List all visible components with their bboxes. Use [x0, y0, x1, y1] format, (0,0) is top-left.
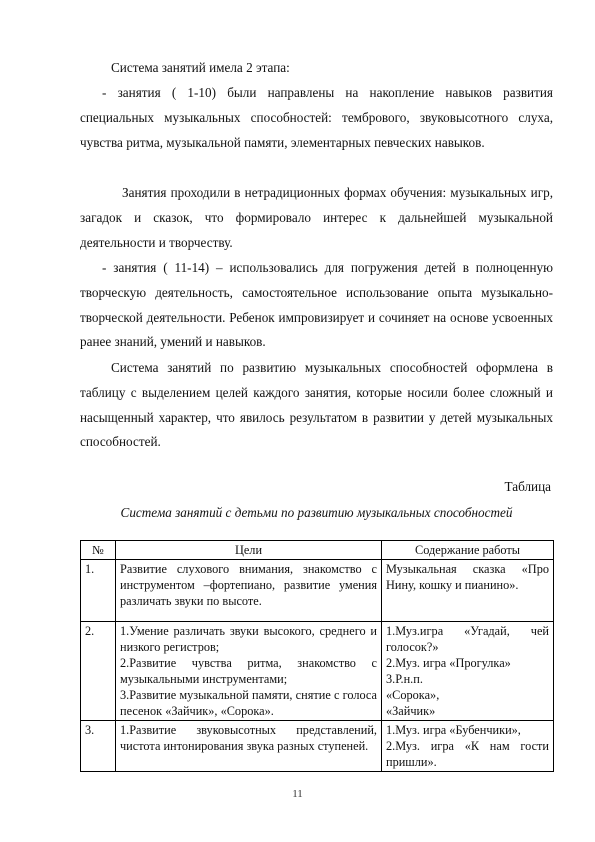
row-number: 1. [81, 560, 116, 622]
content-text: «Зайчик» [386, 704, 436, 718]
stage-two-paragraph: - занятия ( 11-14) – использовались для погружения детей в полноценную творческую деятельность, самостоятельное использование опыта музыкально-творческой деятельности. Ребенок импровизирует и сочиняет на основе усвоенных ранее знаний, умений и навыков. [80, 260, 553, 350]
forms-paragraph: Занятия проходили в нетрадиционных формах обучения: музыкальных игр, загадок и сказок, что формировало интерес к дальнейшей музыкальной деятельности и творчеству. [80, 185, 553, 250]
content-text: Музыкальная сказка «Про Нину, кошку и пианино». [386, 562, 549, 592]
row-goals [116, 622, 382, 721]
row-content [382, 721, 554, 772]
table-header-row [81, 541, 554, 560]
summary-paragraph: Система занятий по развитию музыкальных способностей оформлена в таблицу с выделением целей каждого занятия, которые носили более сложный и насыщенный характер, что явилось результатом в развитии у детей музыкальных способностей. [80, 360, 553, 450]
goal-text: 1.Умение различать звуки высокого, среднего и низкого регистров; [120, 624, 377, 654]
row-goals [116, 721, 382, 772]
row-number: 2. [81, 622, 116, 721]
table-row [81, 721, 554, 772]
table-caption: Система занятий с детьми по развитию музыкальных способностей [120, 505, 513, 520]
content-text: 2.Муз. игра «К нам гости пришли». [386, 739, 549, 769]
header-number: № [81, 541, 116, 560]
row-content [382, 622, 554, 721]
table-row [81, 622, 554, 721]
table-label: Таблица [504, 479, 551, 494]
goal-text: 1.Развитие звуковысотных представлений, чистота интонирования звука разных ступеней. [120, 723, 377, 753]
header-goals: Цели [116, 541, 382, 560]
goal-text: Развитие слухового внимания, знакомство с инструментом –фортепиано, развитие умения различать звуки по высоте. [120, 562, 377, 608]
goal-text: 2.Развитие чувства ритма, знакомство с музыкальными инструментами; [120, 656, 377, 686]
row-number: 3. [81, 721, 116, 772]
content-text: 1.Муз.игра «Угадай, чей голосок?» [386, 624, 549, 654]
content-text: 2.Муз. игра «Прогулка» [386, 656, 511, 670]
intro-paragraph: Система занятий имела 2 этапа: [111, 60, 290, 75]
content-text: 1.Муз. игра «Бубенчики», [386, 723, 521, 737]
row-goals [116, 560, 382, 622]
header-content: Содержание работы [382, 541, 554, 560]
content-text: 3.Р.н.п. [386, 672, 423, 686]
page-number: 11 [292, 788, 303, 800]
goal-text: 3.Развитие музыкальной памяти, снятие с голоса песенок «Зайчик», «Сорока». [120, 688, 377, 718]
stage-one-paragraph: - занятия ( 1-10) были направлены на накопление навыков развития специальных музыкальных способностей: тембрового, звуковысотного слуха, чувства ритма, музыкальной памяти, элементарных певческих навыков. [80, 85, 553, 150]
lessons-table [80, 540, 554, 772]
row-content [382, 560, 554, 622]
content-text: «Сорока», [386, 688, 440, 702]
table-row [81, 560, 554, 622]
